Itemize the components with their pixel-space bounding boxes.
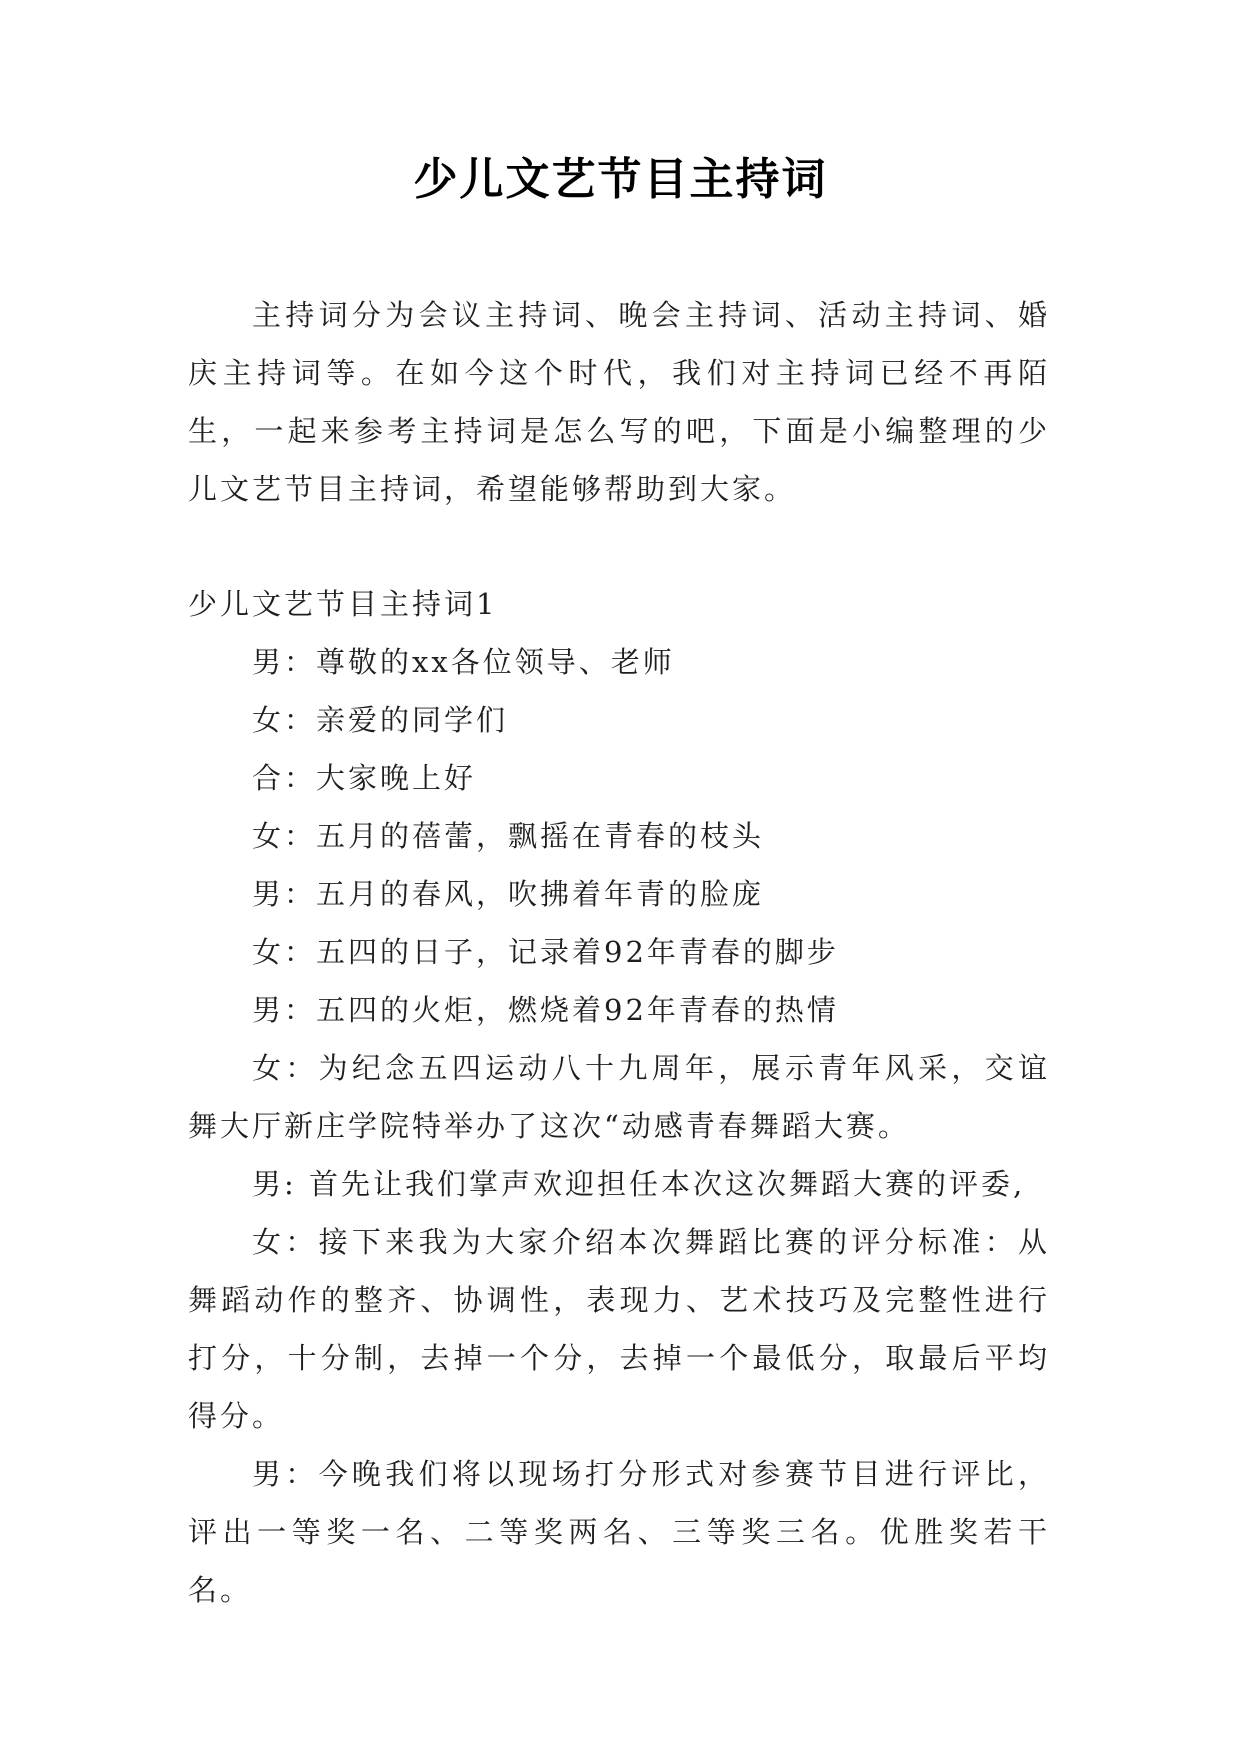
intro-text: 主持词分为会议主持词、晚会主持词、活动主持词、婚庆主持词等。在如今这个时代，我们对主持词已经不再陌生，一起来参考主持词是怎么写的吧，下面是小编整理的少儿文艺节目主持词，希望能够帮助到大家。 (188, 298, 1050, 506)
section-heading: 少儿文艺节目主持词1 (188, 587, 498, 621)
dialogue-line: 男：今晚我们将以现场打分形式对参赛节目进行评比，评出一等奖一名、二等奖两名、三等奖三名。优胜奖若干名。 (188, 1457, 1050, 1607)
document-title: 少儿文艺节目主持词 (413, 154, 828, 205)
dialogue-line: 女：五月的蓓蕾，飘摇在青春的枝头 (252, 819, 765, 853)
dialogue-list (188, 633, 1050, 1619)
dialogue-line: 男：尊敬的xx各位领导、老师 (252, 645, 675, 679)
dialogue-line: 女：五四的日子，记录着92年青春的脚步 (252, 935, 839, 969)
intro-paragraph (188, 286, 1050, 518)
dialogue-line: 女：为纪念五四运动八十九周年，展示青年风采，交谊舞大厅新庄学院特举办了这次“动感青春舞蹈大赛。 (188, 1051, 1050, 1143)
dialogue-line: 女：亲爱的同学们 (252, 703, 509, 737)
dialogue-line: 男: 首先让我们掌声欢迎担任本次这次舞蹈大赛的评委, (252, 1167, 1026, 1201)
dialogue-line: 合：大家晚上好 (252, 761, 477, 795)
dialogue-line: 男：五月的春风，吹拂着年青的脸庞 (252, 877, 765, 911)
dialogue-line: 女：接下来我为大家介绍本次舞蹈比赛的评分标准：从舞蹈动作的整齐、协调性，表现力、艺术技巧及完整性进行打分，十分制，去掉一个分，去掉一个最低分，取最后平均得分。 (188, 1225, 1050, 1433)
dialogue-line: 男：五四的火炬，燃烧着92年青春的热情 (252, 993, 839, 1027)
